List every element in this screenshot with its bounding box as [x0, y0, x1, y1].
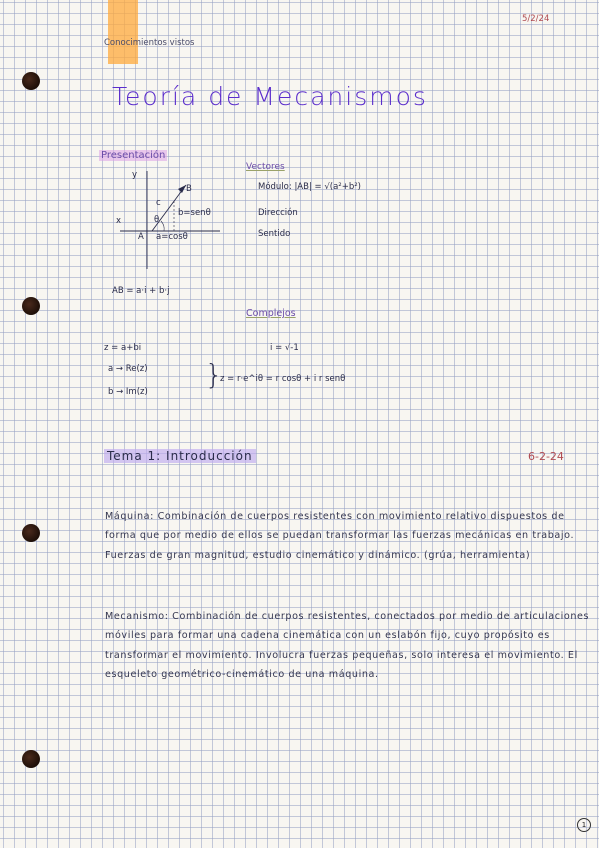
vector-equation: AB = a·i + b·j	[112, 286, 170, 296]
adjacent-label: a=cosθ	[156, 232, 188, 242]
page-date: 5/2/24	[522, 14, 550, 24]
y-axis-label: y	[132, 170, 138, 180]
page-title: Teoría de Mecanismos	[112, 82, 428, 111]
x-axis-label: x	[116, 216, 122, 226]
binder-hole	[22, 750, 40, 768]
vector-diagram	[112, 165, 232, 275]
real-part: a → Re(z)	[108, 364, 148, 374]
vector-line: Módulo: |AB| = √(a²+b²)	[258, 182, 361, 192]
page-number: 1	[577, 818, 591, 832]
i-definition: i = √-1	[270, 343, 299, 353]
tema1-heading-text: Tema 1: Introducción	[104, 449, 256, 463]
paragraph-maquina: Máquina: Combinación de cuerpos resistentes con movimiento relativo dispuestos de forma que por medio de ellos se puedan transformar las fuerzas mecánicas en trabajo. Fuerzas de gran magnitud, estudio cinemático y dinámico. (grúa, herramienta)	[105, 510, 575, 561]
hyp-label: c	[156, 198, 161, 208]
presentation-heading-text: Presentación	[101, 150, 166, 161]
angle-label: θ	[154, 215, 160, 225]
subject-label: Conocimientos vistos	[104, 38, 195, 48]
tip-label: B	[186, 184, 192, 194]
z-definition: z = a+bi	[104, 343, 142, 353]
complex-heading: Complejos	[246, 308, 296, 319]
vector-line: Dirección	[258, 208, 298, 218]
opposite-label: b=senθ	[178, 208, 211, 218]
presentation-heading	[99, 150, 167, 161]
paragraph-mecanismo: Mecanismo: Combinación de cuerpos resistentes, conectados por medio de articulaciones móviles para formar una cadena cinemática con un eslabón fijo, cuyo propósito es transformar el movimiento. Involucra fuerzas pequeñas, solo interesa el movimiento. El esqueleto geométrico-cinemático de una máquina.	[105, 610, 590, 681]
binder-hole	[22, 297, 40, 315]
imaginary-part: b → Im(z)	[108, 387, 148, 397]
tema1-heading	[104, 449, 256, 463]
vectors-heading: Vectores	[246, 162, 285, 172]
polar-form: z = r·e^iθ = r cosθ + i r senθ	[220, 374, 346, 384]
origin-label: A	[138, 232, 144, 242]
vector-line: Sentido	[258, 229, 291, 239]
orange-tape	[108, 0, 138, 64]
binder-hole	[22, 72, 40, 90]
binder-hole	[22, 524, 40, 542]
brace-glyph: }	[205, 358, 223, 391]
tema1-date: 6-2-24	[528, 450, 564, 463]
